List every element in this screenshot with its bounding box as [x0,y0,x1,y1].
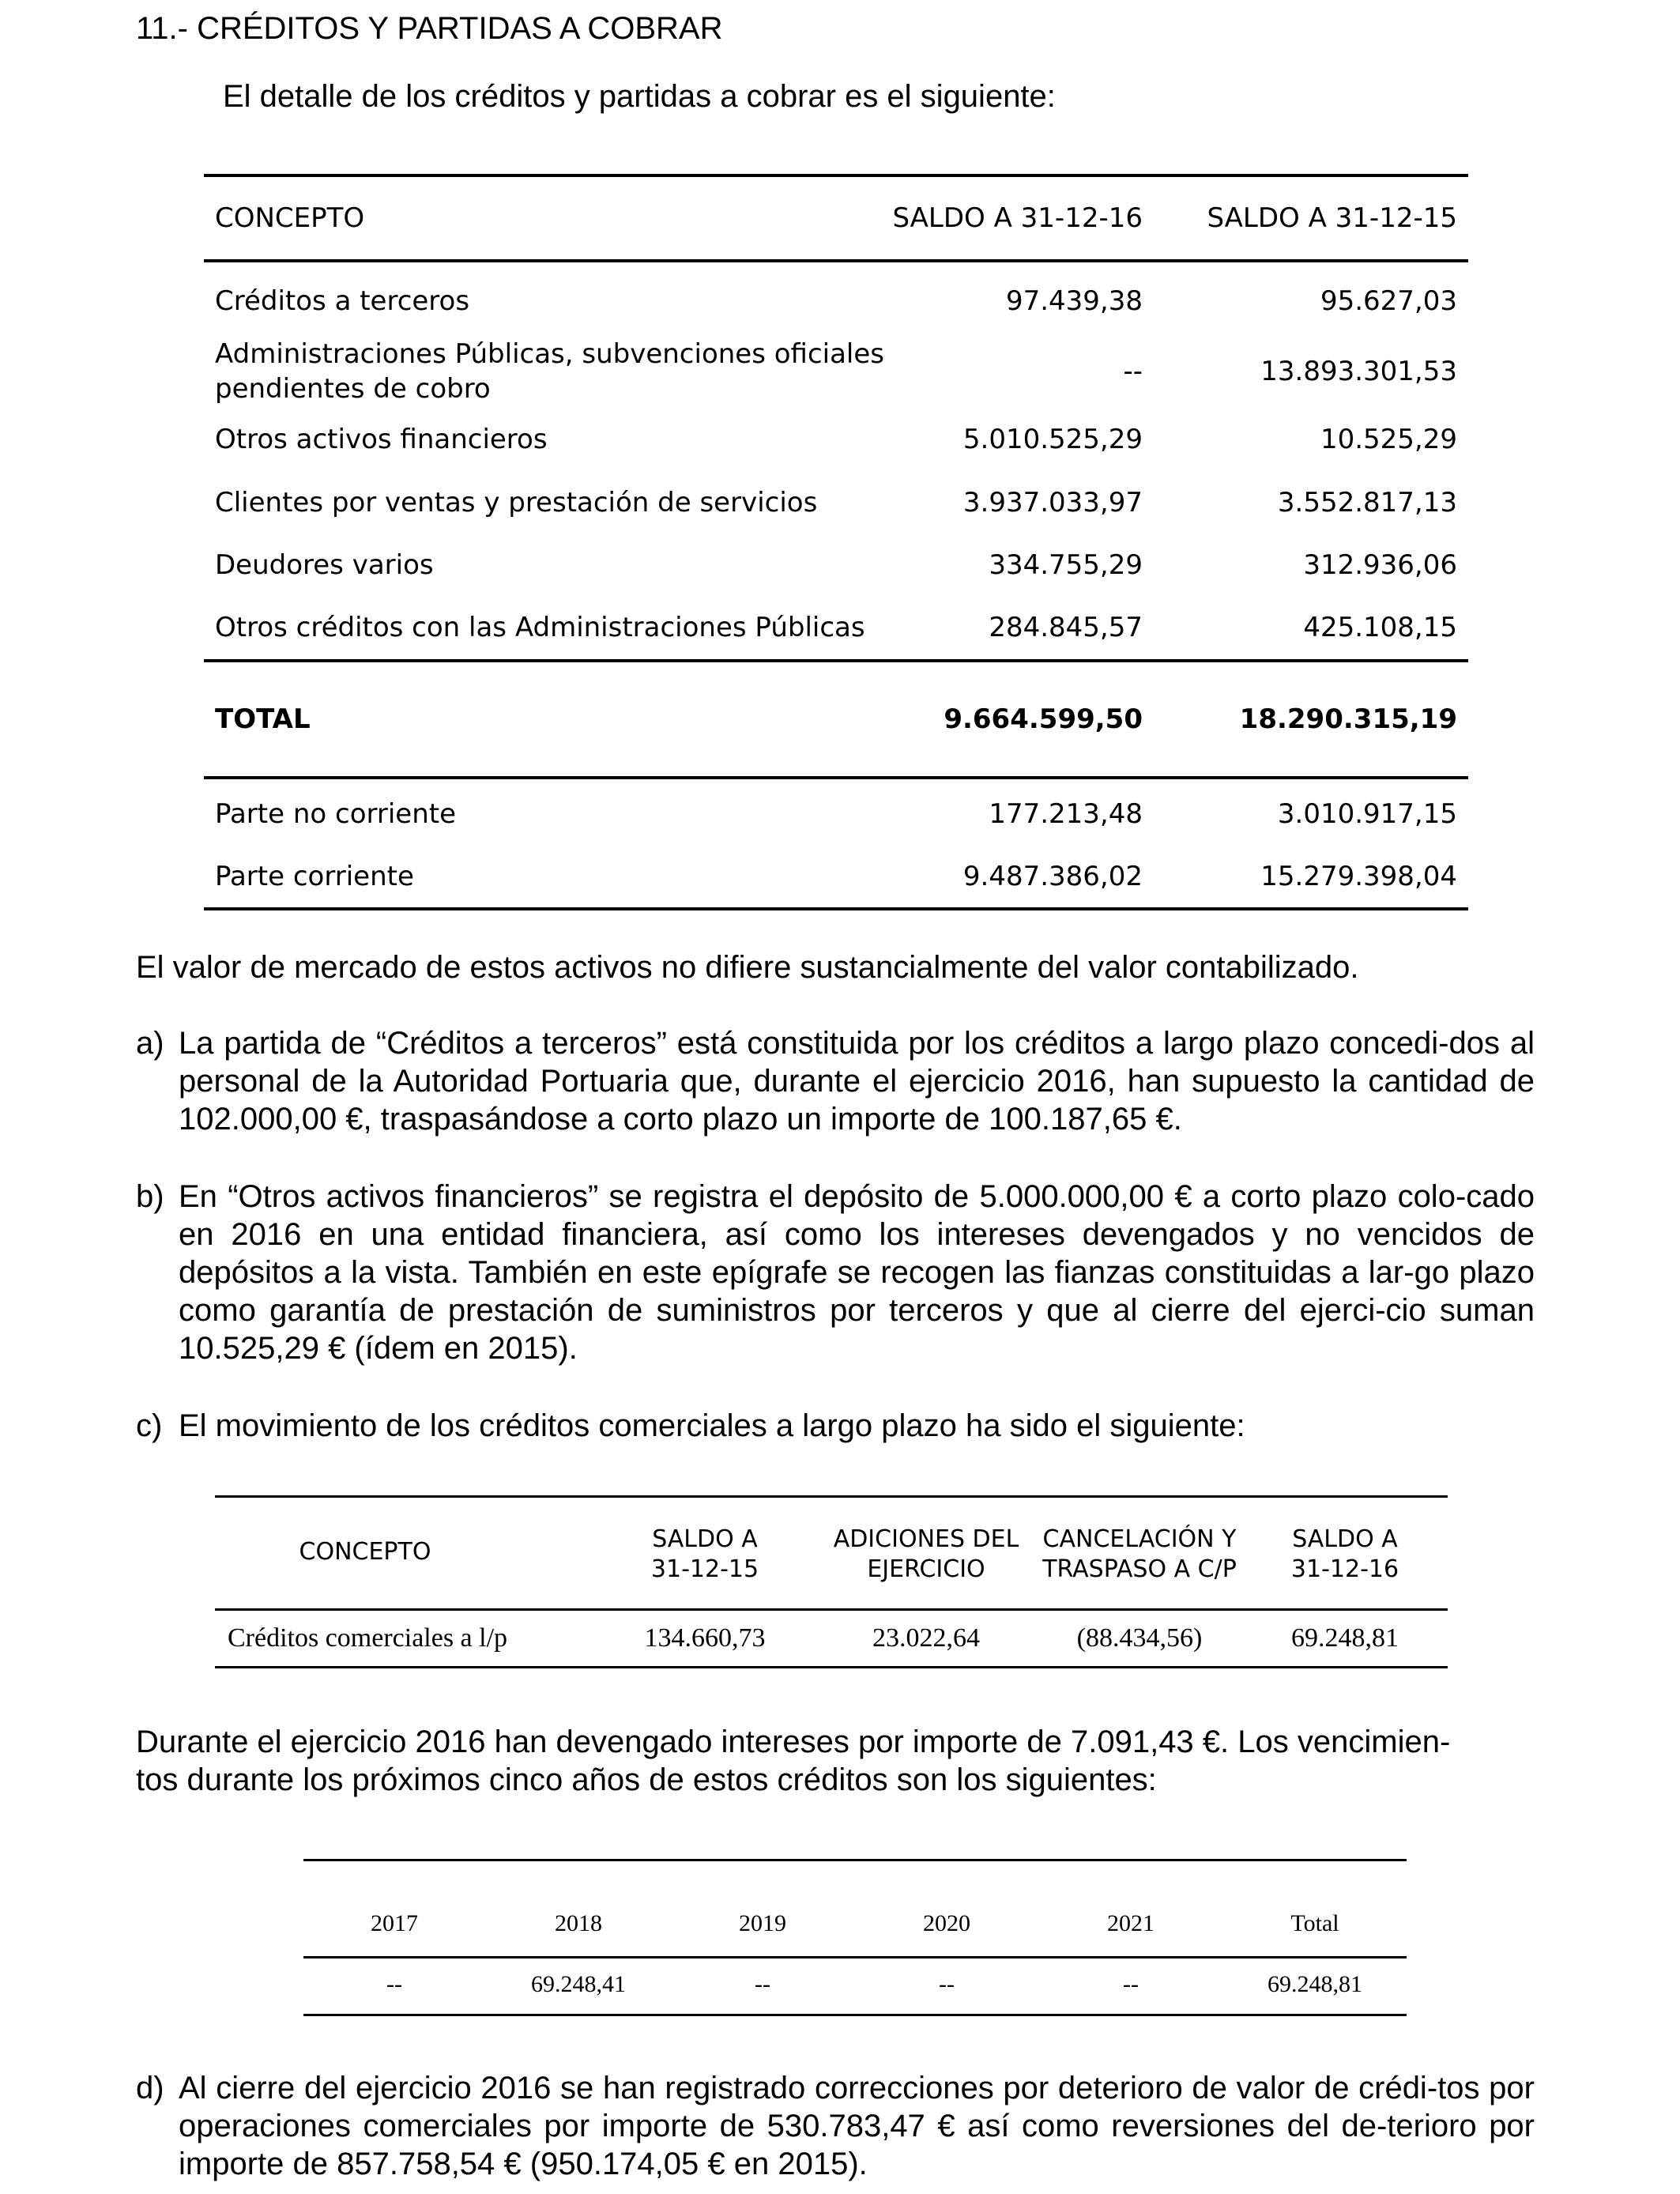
row-value-16: 97.439,38 [1005,285,1143,317]
total-row [204,662,1468,776]
table-row [204,846,1468,907]
header-total: Total [1290,1910,1339,1936]
row-cancellation: (88.434,56) [1076,1623,1203,1653]
row-concept-line: pendientes de cobro [215,373,491,405]
interest-line [136,1723,1535,1761]
table-row [204,534,1468,596]
row-value-15: 15.279.398,04 [1260,861,1457,892]
table-rule [204,776,1468,779]
interest-text [136,1723,1535,1799]
row-value-15: 312.936,06 [1303,549,1457,581]
table-row [215,1611,1448,1666]
header-year-2019: 2019 [739,1910,786,1936]
receivables-table [204,174,1468,910]
row-value-16: 3.937.033,97 [962,487,1143,518]
value-2017: -- [386,1971,402,1997]
table-rule [204,259,1468,262]
item-d-label: d) [136,2071,164,2105]
row-value-16: 334.755,29 [989,549,1143,581]
header-line: 31-12-16 [1290,1555,1399,1583]
row-value-15: 13.893.301,53 [1260,356,1457,387]
table-row [303,1958,1407,2014]
value-2021: -- [1123,1971,1139,1997]
row-concept: Parte corriente [215,861,414,892]
item-b-label: b) [136,1179,164,1214]
intro-text: El detalle de los créditos y partidas a cobrar es el siguiente: [223,79,1056,114]
item-c-text: El movimiento de los créditos comerciales a largo plazo ha sido el siguiente: [179,1408,1245,1443]
row-concept: Otros créditos con las Administraciones Públicas [215,612,865,643]
header-year-2020: 2020 [923,1910,970,1936]
value-2019: -- [755,1971,770,1997]
row-concept: Parte no corriente [215,798,457,830]
table-row [204,408,1468,471]
header-line: CANCELACIÓN Y [1042,1525,1237,1553]
row-value-15: 3.010.917,15 [1277,798,1457,830]
section-heading: 11.- CRÉDITOS Y PARTIDAS A COBRAR [136,11,723,46]
value-2020: -- [939,1971,955,1997]
commercial-credits-table [215,1495,1448,1668]
row-additions: 23.022,64 [872,1623,980,1653]
total-value-15: 18.290.315,19 [1239,703,1457,735]
header-year-2021: 2021 [1107,1910,1155,1936]
header-year-2017: 2017 [371,1910,418,1936]
row-value-16: 9.487.386,02 [962,861,1143,892]
row-value-15: 95.627,03 [1320,285,1457,317]
header-line: TRASPASO A C/P [1042,1555,1237,1583]
item-b-text: En “Otros activos financieros” se registra el depósito de 5.000.000,00 € a corto plazo colo-cado en 2016 en una entidad financiera, así como los intereses devengados y no vencidos de depósitos a la vista. También en este epígrafe se recogen las fianzas constituidas a lar-go plazo como garantía de prestación de suministros por terceros y que al cierre del ejerci-cio suman 10.525,29 € (ídem en 2015). [179,1179,1535,1366]
header-concept: CONCEPTO [299,1538,431,1566]
value-2018: 69.248,41 [531,1971,626,1997]
table-row [204,267,1468,335]
row-concept: Deudores varios [215,549,434,581]
row-value-15: 425.108,15 [1303,612,1457,643]
total-label: TOTAL [215,703,311,735]
table-header-row [303,1861,1407,1956]
item-d-text: Al cierre del ejercicio 2016 se han registrado correcciones por deterioro de valor de crédi-tos por operaciones comerciales por importe de 530.783,47 € así como reversiones del de-terioro por importe de 857.758,54 € (950.174,05 € en 2015). [179,2071,1535,2181]
header-saldo-16: SALDO A 31-12-16 [892,202,1143,234]
table-row [204,335,1468,408]
header-saldo-16 [1266,1525,1424,1585]
row-value-15: 10.525,29 [1320,424,1457,455]
header-additions [823,1525,1029,1585]
item-a-text: La partida de “Créditos a terceros” está constituida por los créditos a largo plazo concedi-dos al personal de la Autoridad Portuaria que, durante el ejercicio 2016, han supuesto la cantidad de 102.000,00 €, traspasándose a corto plazo un importe de 100.187,65 €. [179,1026,1535,1137]
header-line: 31-12-15 [650,1555,759,1583]
maturities-table [303,1859,1407,2016]
table-row [204,596,1468,659]
header-cancellation [1037,1525,1242,1585]
value-total: 69.248,81 [1268,1971,1362,1997]
header-line: EJERCICIO [867,1555,985,1583]
row-concept: Créditos comerciales a l/p [228,1623,508,1653]
table-row [204,471,1468,534]
table-header-row [204,177,1468,259]
header-saldo-15: SALDO A 31-12-15 [1207,202,1457,234]
row-saldo-16: 69.248,81 [1291,1623,1399,1653]
header-line: SALDO A [652,1525,758,1553]
header-saldo-15 [626,1525,784,1585]
header-line: SALDO A [1292,1525,1398,1553]
table-rule [215,1666,1448,1668]
table-header-row [215,1498,1448,1608]
header-concept: CONCEPTO [215,202,365,234]
interest-line-start: Du [136,1725,177,1759]
table-row [204,782,1468,846]
total-value-16: 9.664.599,50 [944,703,1143,735]
header-line: ADICIONES DEL [833,1525,1019,1553]
row-saldo-15: 134.660,73 [644,1623,766,1653]
row-concept-line: Administraciones Públicas, subvenciones oficiales [215,338,885,370]
table-rule [204,907,1468,910]
item-a-label: a) [136,1026,164,1061]
row-concept: Créditos a terceros [215,285,470,317]
market-value-text: El valor de mercado de estos activos no difiere sustancialmente del valor contabilizado. [136,950,1359,985]
row-value-16: 5.010.525,29 [962,424,1143,455]
row-concept: Otros activos financieros [215,424,548,455]
header-year-2018: 2018 [555,1910,602,1936]
row-value-16: -- [1123,356,1143,387]
interest-line: tos durante los próximos cinco años de estos créditos son los siguientes: [136,1762,1157,1797]
row-value-15: 3.552.817,13 [1277,487,1457,518]
interest-line-rest: rante el ejercicio 2016 han devengado intereses por importe de 7.091,43 €. Los vencimien- [176,1725,1451,1759]
item-c-label: c) [136,1408,163,1443]
row-concept [215,337,884,406]
row-value-16: 284.845,57 [989,612,1143,643]
row-value-16: 177.213,48 [989,798,1143,830]
table-rule [303,2014,1407,2016]
row-concept: Clientes por ventas y prestación de servicios [215,487,818,518]
